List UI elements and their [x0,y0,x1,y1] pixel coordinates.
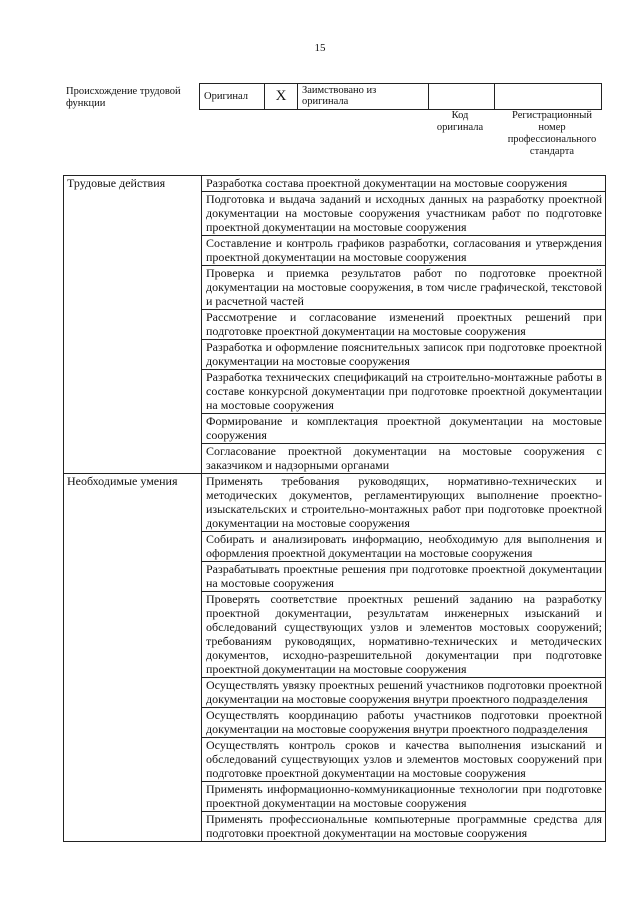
function-table [63,175,606,842]
original-label: Оригинал [200,84,265,110]
table-row [64,474,606,532]
page-number: 15 [314,42,326,54]
row-text: Осуществлять увязку проектных решений участников подготовки проектной документации на мостовые сооружения внутри проектного подразделения [202,678,606,708]
row-text: Разработка и оформление пояснительных записок при подготовке проектной документации на мостовые сооружения [202,340,606,370]
table-row [64,176,606,192]
original-mark: X [265,84,298,110]
row-text: Подготовка и выдача заданий и исходных данных на разработку проектной документации на мостовые сооружения участникам работ по подготовке проектной документации на мостовые сооружения [202,192,606,236]
row-text: Согласование проектной документации на мостовые сооружения с заказчиком и надзорными органами [202,444,606,474]
row-text: Разрабатывать проектные решения при подготовке проектной документации на мостовые сооружения [202,562,606,592]
origin-label: Происхождение трудовой функции [66,86,181,109]
row-text: Осуществлять координацию работы участников подготовки проектной документации на мостовые сооружения внутри проектного подразделения [202,708,606,738]
row-text: Формирование и комплектация проектной документации на мостовые сооружения [202,414,606,444]
reg-number-cell [495,84,602,110]
code-cell [429,84,495,110]
code-original-label: Код оригинала [436,110,484,133]
row-text: Разработка состава проектной документации на мостовые сооружения [202,176,606,192]
reg-number-label: Регистрационный номер профессионального стандарта [507,110,597,157]
row-text: Применять информационно-коммуникационные технологии при подготовке проектной документации на мостовые сооружения [202,782,606,812]
row-text: Применять требования руководящих, нормативно-технических и методических документов, регламентирующих выполнение проектно-изыскательских и строительно-монтажных работ при подготовке проектной документации на мостовые сооружения [202,474,606,532]
borrowed-label: Заимствовано из оригинала [298,84,429,110]
origin-table [199,83,602,110]
section-title: Трудовые действия [64,176,202,474]
row-text: Применять профессиональные компьютерные программные средства для подготовки проектной документации на мостовые сооружения [202,812,606,842]
row-text: Разработка технических спецификаций на строительно-монтажные работы в составе конкурсной документации при подготовке проектной документации на мостовые сооружения [202,370,606,414]
row-text: Составление и контроль графиков разработки, согласования и утверждения проектной документации на мостовые сооружения [202,236,606,266]
row-text: Проверка и приемка результатов работ по подготовке проектной документации на мостовые сооружения, в том числе графической, текстовой и расчетной частей [202,266,606,310]
section-title: Необходимые умения [64,474,202,842]
row-text: Осуществлять контроль сроков и качества выполнения изысканий и обследований существующих узлов и элементов мостовых сооружений при подготовке проектной документации на мостовые сооружения [202,738,606,782]
row-text: Рассмотрение и согласование изменений проектных решений при подготовке проектной документации на мостовые сооружения [202,310,606,340]
row-text: Проверять соответствие проектных решений заданию на разработку проектной документации, результатам инженерных изысканий и обследований существующих узлов и элементов мостовых сооружений; требованиям руководящих, нормативно-технических и методических документов, исходно-разрешительной документации при подготовке проектной документации на мостовые сооружения [202,592,606,678]
row-text: Собирать и анализировать информацию, необходимую для выполнения и оформления проектной документации на мостовые сооружения [202,532,606,562]
